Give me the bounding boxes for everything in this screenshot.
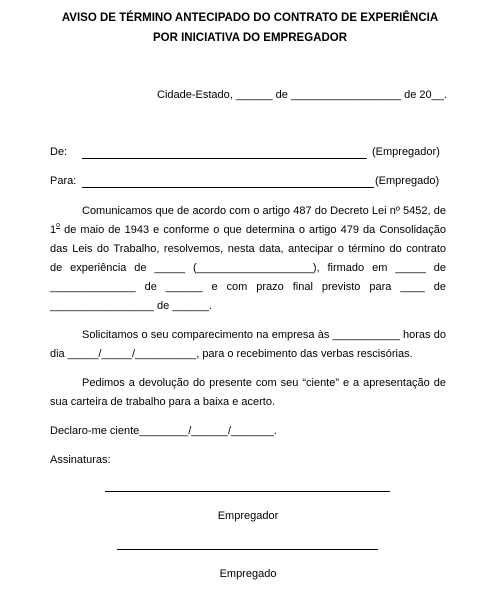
para3-line1: Pedimos a devolução do presente com seu “ciente” e a apresentação de	[82, 377, 446, 389]
para2-line2: dia _____/_____/__________, para o recebimento das verbas rescisórias.	[50, 348, 413, 360]
document-title-line1: AVISO DE TÉRMINO ANTECIPADO DO CONTRATO DE EXPERIÊNCIA	[61, 12, 439, 24]
para1-line1: Comunicamos que de acordo com o artigo 487 do Decreto Lei nº 5452, de	[82, 205, 446, 217]
declaration-line: Declaro-me ciente________/______/_______.	[50, 425, 277, 437]
employee-signature-label: Empregado	[219, 568, 277, 580]
para1-line6: _________________ de ______.	[50, 300, 213, 312]
signatures-label: Assinaturas:	[50, 454, 111, 466]
from-label: De:	[50, 146, 68, 158]
from-blank-line	[82, 158, 367, 159]
to-suffix: (Empregado)	[375, 175, 440, 187]
to-label: Para:	[50, 175, 77, 187]
para3-line2: sua carteira de trabalho para a baixa e acerto.	[50, 396, 276, 408]
para1-line3: das Leis do Trabalho, resolvemos, nesta data, antecipar o término do contrato	[50, 243, 446, 255]
para1-line2-sup: o	[56, 222, 61, 230]
para1-line2-post: de maio de 1943 e conforme o que determina o artigo 479 da Consolidação	[60, 224, 446, 236]
document-title-line2: POR INICIATIVA DO EMPREGADOR	[152, 32, 348, 44]
to-blank-line	[82, 187, 374, 188]
employer-signature-line	[105, 491, 390, 492]
place-date-line: Cidade-Estado, ______ de __________________ de 20__.	[157, 89, 447, 101]
employee-signature-line	[117, 549, 378, 550]
employer-signature-label: Empregador	[217, 510, 279, 522]
para1-line4: de experiência de _____ (___________________), firmado em _____ de	[50, 262, 446, 274]
para1-line2-pre: 1	[50, 224, 57, 236]
from-suffix: (Empregador)	[372, 146, 440, 158]
para1-line5: ______________ de ______ e com prazo final previsto para ____ de	[50, 281, 446, 293]
para1-line2	[50, 224, 446, 237]
para2-line1: Solicitamos o seu comparecimento na empresa às ___________ horas do	[82, 329, 446, 341]
